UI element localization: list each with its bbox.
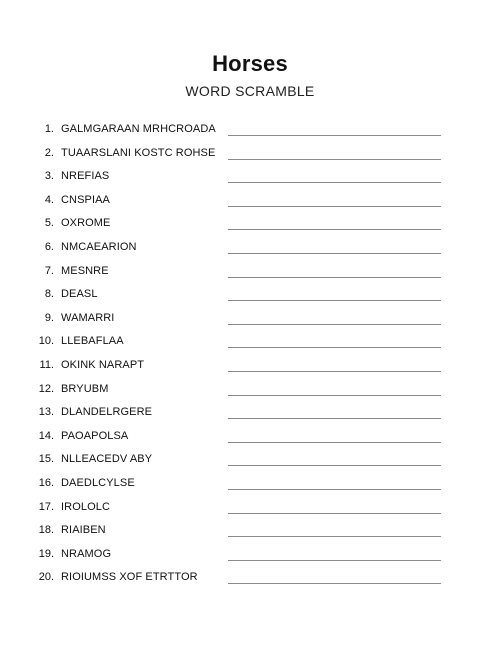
scrambled-word: GALMGARAAN MRHCROADA <box>61 123 216 135</box>
scrambled-word: DEASL <box>61 288 98 301</box>
list-item <box>0 473 500 497</box>
answer-line <box>228 418 441 419</box>
answer-line <box>228 513 441 514</box>
scrambled-word: CNSPIAA <box>61 193 110 206</box>
answer-line <box>228 583 441 584</box>
item-number: 1. <box>44 123 54 135</box>
answer-line <box>228 371 441 372</box>
list-item <box>0 402 500 426</box>
item-number: 16. <box>38 476 54 489</box>
scrambled-word: TUAARSLANI KOSTC ROHSE <box>61 146 216 159</box>
answer-line <box>228 442 441 443</box>
list-item <box>0 331 500 355</box>
item-number: 19. <box>38 547 54 560</box>
answer-line <box>228 206 441 207</box>
scrambled-word: LLEBAFLAA <box>61 335 124 348</box>
answer-line <box>228 300 441 301</box>
scrambled-word: OXROME <box>61 217 111 230</box>
list-item <box>0 261 500 285</box>
list-item <box>0 213 500 237</box>
list-item <box>0 237 500 261</box>
scramble-list <box>0 119 500 591</box>
scrambled-word: MESNRE <box>61 264 109 277</box>
scrambled-word: RIAIBEN <box>61 524 106 537</box>
scrambled-word: DAEDLCYLSE <box>61 476 135 489</box>
answer-line <box>228 536 441 537</box>
page-subtitle: WORD SCRAMBLE <box>185 83 315 99</box>
answer-line <box>228 277 441 278</box>
answer-line <box>228 347 441 348</box>
list-item <box>0 166 500 190</box>
answer-line <box>228 324 441 325</box>
item-number: 12. <box>38 382 54 395</box>
item-number: 15. <box>38 453 54 466</box>
answer-line <box>228 159 441 160</box>
answer-line <box>228 395 441 396</box>
scrambled-word: BRYUBM <box>61 382 109 395</box>
list-item <box>0 379 500 403</box>
item-number: 5. <box>44 217 54 230</box>
item-number: 4. <box>44 193 54 206</box>
item-number: 9. <box>44 311 54 324</box>
list-item <box>0 308 500 332</box>
item-number: 6. <box>44 240 54 253</box>
item-number: 17. <box>38 500 54 513</box>
scrambled-word: NMCAEARION <box>61 240 137 253</box>
answer-line <box>228 229 441 230</box>
list-item <box>0 190 500 214</box>
scrambled-word: DLANDELRGERE <box>61 406 153 419</box>
item-number: 2. <box>44 146 54 159</box>
page-title: Horses <box>212 51 288 76</box>
item-number: 14. <box>38 429 54 442</box>
item-number: 11. <box>39 358 54 371</box>
scrambled-word: PAOAPOLSA <box>61 429 129 442</box>
list-item <box>0 497 500 521</box>
list-item <box>0 284 500 308</box>
list-item <box>0 449 500 473</box>
item-number: 20. <box>38 571 54 584</box>
answer-line <box>228 135 441 136</box>
answer-line <box>228 182 441 183</box>
list-item <box>0 143 500 167</box>
list-item <box>0 544 500 568</box>
list-item <box>0 567 500 591</box>
list-item <box>0 119 500 143</box>
list-item <box>0 355 500 379</box>
answer-line <box>228 489 441 490</box>
list-item <box>0 520 500 544</box>
item-number: 8. <box>44 288 54 301</box>
list-item <box>0 426 500 450</box>
item-number: 3. <box>44 170 54 183</box>
scrambled-word: RIOIUMSS XOF ETRTTOR <box>61 571 198 584</box>
item-number: 10. <box>38 335 54 348</box>
item-number: 7. <box>44 264 54 277</box>
answer-line <box>228 465 441 466</box>
item-number: 13. <box>38 406 54 419</box>
scrambled-word: NREFIAS <box>61 170 110 183</box>
item-number: 18. <box>38 524 54 537</box>
answer-line <box>228 253 441 254</box>
scrambled-word: OKINK NARAPT <box>61 358 145 371</box>
scrambled-word: NRAMOG <box>61 547 112 560</box>
scrambled-word: WAMARRI <box>61 311 115 324</box>
answer-line <box>228 560 441 561</box>
scrambled-word: NLLEACEDV ABY <box>61 453 153 466</box>
scrambled-word: IROLOLC <box>61 500 110 513</box>
